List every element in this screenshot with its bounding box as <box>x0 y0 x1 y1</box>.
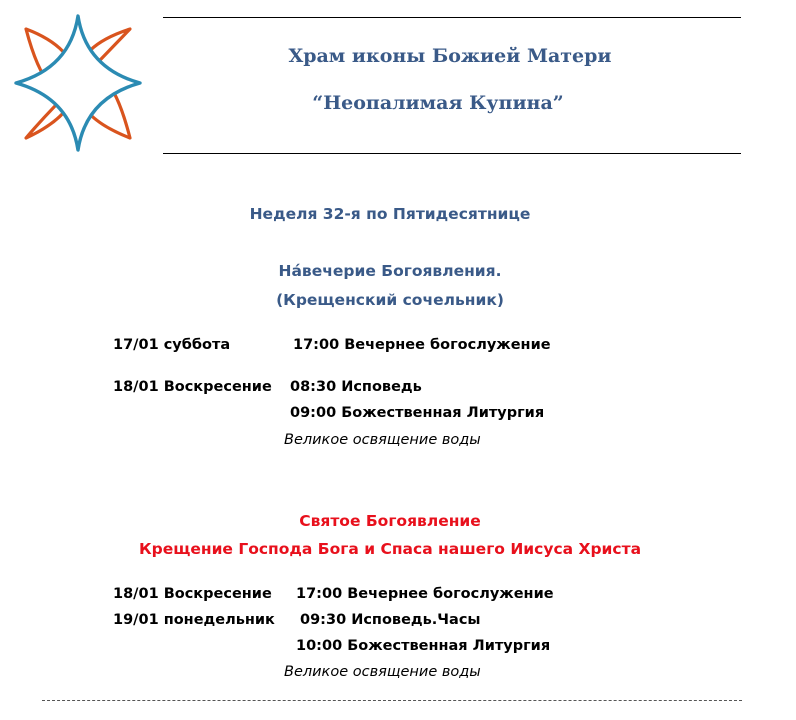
eve-note: Великое освящение воды <box>284 432 481 448</box>
eve-row3-service: 09:00 Божественная Литургия <box>290 405 545 421</box>
feast-title-line1: Святое Богоявление <box>299 512 481 530</box>
header-top-rule <box>163 17 741 18</box>
footer-dashed-rule <box>42 700 742 701</box>
eve-row2-date: 18/01 Воскресение <box>113 379 272 395</box>
eve-row1-service: 17:00 Вечернее богослужение <box>293 337 551 353</box>
eve-row2-service: 08:30 Исповедь <box>290 379 422 395</box>
feast-row1-service: 17:00 Вечернее богослужение <box>296 586 554 602</box>
church-name-line1: Храм иконы Божией Матери <box>288 45 612 67</box>
feast-row2-service: 09:30 Исповедь.Часы <box>300 612 481 628</box>
feast-row3-service: 10:00 Божественная Литургия <box>296 638 551 654</box>
eight-pointed-star-icon <box>12 12 144 154</box>
header-bottom-rule <box>163 153 741 154</box>
feast-row1-date: 18/01 Воскресение <box>113 586 272 602</box>
week-title: Неделя 32-я по Пятидесятнице <box>249 205 531 223</box>
feast-title-line2: Крещение Господа Бога и Спаса нашего Иисуса Христа <box>138 540 642 558</box>
eve-title-line1: На́вечерие Богоявления. <box>278 262 502 280</box>
church-name-line2: “Неопалимая Купина” <box>312 92 564 114</box>
eve-row1-date: 17/01 суббота <box>113 337 231 353</box>
feast-row2-date: 19/01 понедельник <box>113 612 275 628</box>
feast-note: Великое освящение воды <box>284 664 481 680</box>
eve-title-line2: (Крещенский сочельник) <box>276 291 504 309</box>
